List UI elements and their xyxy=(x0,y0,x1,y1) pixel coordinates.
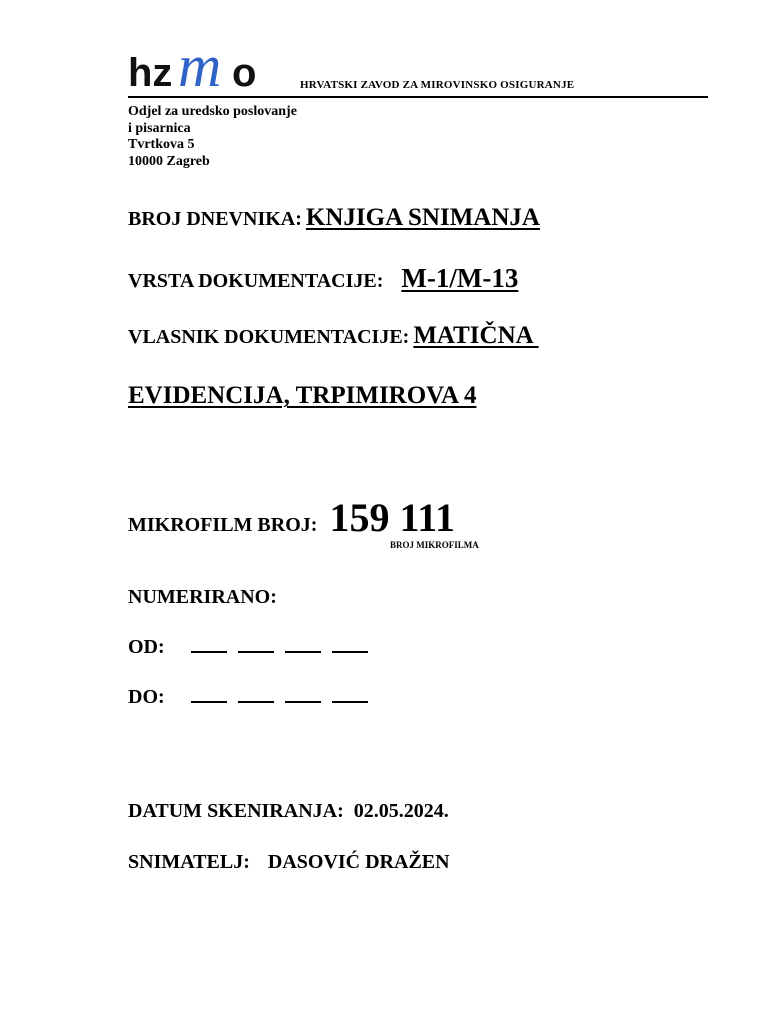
od-blank xyxy=(191,637,227,653)
broj-dnevnika-label: BROJ DNEVNIKA: xyxy=(128,208,302,230)
od-blank xyxy=(238,637,274,653)
od-row xyxy=(128,636,379,659)
header-divider xyxy=(128,96,708,98)
organization-name: HRVATSKI ZAVOD ZA MIROVINSKO OSIGURANJE xyxy=(300,79,575,91)
od-label: OD: xyxy=(128,636,165,658)
datum-row xyxy=(128,800,449,823)
hzmo-logo xyxy=(128,48,274,96)
od-blank xyxy=(285,637,321,653)
do-row xyxy=(128,686,379,709)
address-line: Odjel za uredsko poslovanje xyxy=(128,104,297,119)
vlasnik-dokumentacije-row xyxy=(128,322,539,350)
address-line: Tvrtkova 5 xyxy=(128,137,195,152)
do-blank xyxy=(191,687,227,703)
do-blanks xyxy=(191,687,379,708)
svg-text:m: m xyxy=(178,48,222,96)
svg-text:o: o xyxy=(232,51,257,95)
svg-text:hz: hz xyxy=(128,51,173,95)
od-blanks xyxy=(191,637,379,658)
do-blank xyxy=(238,687,274,703)
address-line: i pisarnica xyxy=(128,120,191,136)
mikrofilm-row xyxy=(128,494,455,541)
vlasnik-dokumentacije-value: MATIČNA xyxy=(413,322,539,349)
snimatelj-value: DASOVIĆ DRAŽEN xyxy=(267,851,450,873)
od-blank xyxy=(332,637,368,653)
snimatelj-row xyxy=(128,851,450,874)
vlasnik-dokumentacije-label: VLASNIK DOKUMENTACIJE: xyxy=(128,326,410,348)
vrsta-dokumentacije-row xyxy=(128,263,518,294)
broj-dnevnika-row xyxy=(128,204,540,232)
do-blank xyxy=(332,687,368,703)
mikrofilm-number: 159 111 xyxy=(329,495,456,540)
address-line: 10000 Zagreb xyxy=(128,153,210,169)
vlasnik-dokumentacije-value-line2: EVIDENCIJA, TRPIMIROVA 4 xyxy=(128,382,477,409)
vrsta-dokumentacije-value: M-1/M-13 xyxy=(401,263,519,293)
hzmo-logo-graphic xyxy=(128,48,274,96)
numerirano-label: NUMERIRANO: xyxy=(128,586,277,608)
sender-address xyxy=(128,104,297,170)
datum-value: 02.05.2024. xyxy=(353,800,449,822)
do-blank xyxy=(285,687,321,703)
do-label: DO: xyxy=(128,686,165,708)
mikrofilm-caption: BROJ MIKROFILMA xyxy=(390,540,479,550)
datum-label: DATUM SKENIRANJA: xyxy=(128,800,344,822)
broj-dnevnika-value: KNJIGA SNIMANJA xyxy=(305,204,540,231)
vlasnik-dokumentacije-row-2 xyxy=(128,382,476,410)
mikrofilm-label: MIKROFILM BROJ: xyxy=(128,514,318,536)
snimatelj-label: SNIMATELJ: xyxy=(128,851,250,873)
vrsta-dokumentacije-label: VRSTA DOKUMENTACIJE: xyxy=(128,270,384,292)
